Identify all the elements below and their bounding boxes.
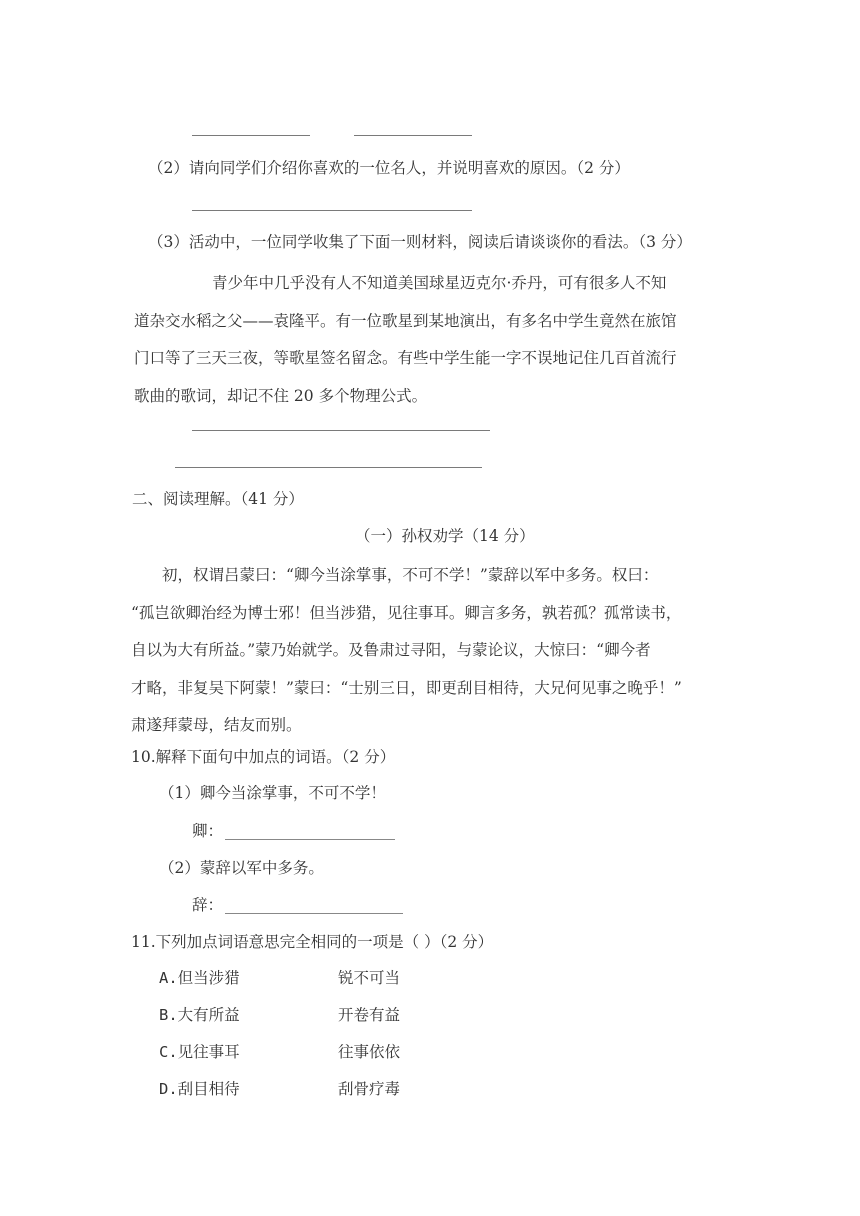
option-d-right: 刮骨疗毒: [338, 1080, 401, 1098]
passage-line: 初，权谓吕蒙曰：“卿今当涂掌事，不可不学！”蒙辞以军中多务。权曰：: [162, 566, 659, 584]
question-3: （3）活动中，一位同学收集了下面一则材料，阅读后请谈谈你的看法。（3 分）: [148, 233, 692, 251]
material-line: 门口等了三天三夜，等歌星签名留念。有些中学生能一字不误地记住几百首流行: [134, 349, 677, 367]
passage-line: 自以为大有所益。”蒙乃始就学。及鲁肃过寻阳，与蒙论议，大惊曰：“卿今者: [131, 641, 651, 659]
answer-blank[interactable]: [192, 135, 310, 136]
question-2: （2）请向同学们介绍你喜欢的一位名人，并说明喜欢的原因。（2 分）: [148, 159, 630, 177]
answer-label: 卿：: [192, 822, 224, 840]
passage-text: [131, 557, 682, 745]
passage-title: （一）孙权劝学（14 分）: [355, 527, 535, 545]
section-heading: 二、阅读理解。（41 分）: [132, 490, 304, 508]
answer-blank[interactable]: [354, 135, 472, 136]
question-10: 10.解释下面句中加点的词语。（2 分）: [131, 748, 396, 766]
option-d-left[interactable]: D.刮目相待: [159, 1080, 240, 1098]
answer-blank[interactable]: [192, 210, 472, 211]
material-line: 道杂交水稻之父——袁隆平。有一位歌星到某地演出，有多名中学生竟然在旅馆: [134, 311, 677, 330]
passage-line: “孤岂欲卿治经为博士邪！但当涉猎，见往事耳。卿言多务，孰若孤？孤常读书，: [131, 603, 682, 622]
option-a-right: 锐不可当: [338, 969, 401, 987]
passage-line: 肃遂拜蒙母，结友而别。: [131, 716, 302, 734]
question-10-2: （2）蒙辞以军中多务。: [159, 859, 324, 877]
material-line: 歌曲的歌词，却记不住 20 多个物理公式。: [134, 386, 428, 405]
answer-line: [192, 894, 403, 916]
material-text: [134, 265, 677, 415]
option-b-left[interactable]: B.大有所益: [159, 1006, 240, 1024]
question-10-1: （1）卿今当涂掌事，不可不学！: [159, 784, 386, 802]
answer-blank[interactable]: [225, 825, 395, 840]
passage-line: 才略，非复吴下阿蒙！”蒙曰：“士别三日，即更刮目相待，大兄何见事之晚乎！”: [131, 678, 682, 697]
material-line: 青少年中几乎没有人不知道美国球星迈克尔·乔丹，可有很多人不知: [212, 274, 667, 292]
answer-blank[interactable]: [175, 467, 482, 468]
option-c-right: 往事依依: [338, 1043, 401, 1061]
answer-blank[interactable]: [192, 430, 490, 431]
answer-line: [192, 820, 395, 842]
option-a-left[interactable]: A.但当涉猎: [159, 969, 240, 987]
question-11: 11.下列加点词语意思完全相同的一项是（ ）（2 分）: [131, 933, 494, 951]
option-b-right: 开卷有益: [338, 1006, 401, 1024]
answer-label: 辞：: [192, 896, 224, 914]
option-c-left[interactable]: C.见往事耳: [159, 1043, 240, 1061]
answer-blank[interactable]: [225, 899, 403, 914]
